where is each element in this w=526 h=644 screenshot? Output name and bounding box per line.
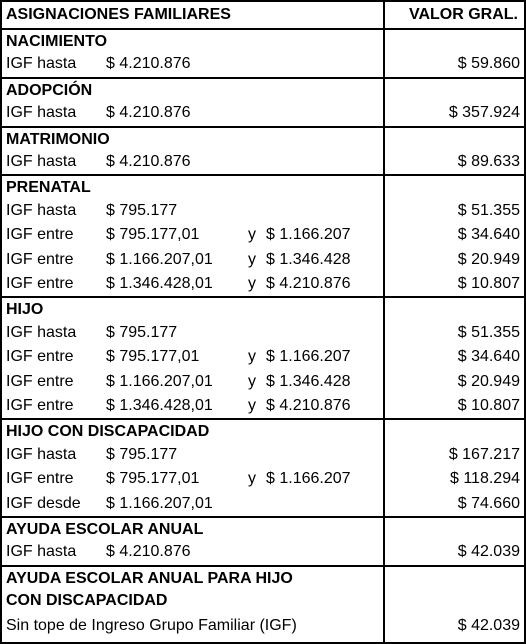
row-label: IGF desde <box>6 494 81 512</box>
table-row <box>2 467 524 491</box>
row-value: $ 42.039 <box>457 616 520 634</box>
range-conjunction: y <box>248 397 256 414</box>
range-from: $ 1.166.207,01 <box>106 250 213 268</box>
row-value: $ 357.924 <box>448 104 520 122</box>
range-from: $ 795.177 <box>106 323 178 341</box>
section-title: PRENATAL <box>6 179 91 197</box>
range-from: $ 1.346.428,01 <box>106 397 213 414</box>
table-row <box>2 199 524 223</box>
row-label: IGF entre <box>6 226 74 244</box>
range-conjunction: y <box>248 275 256 292</box>
row-label: IGF hasta <box>6 55 77 73</box>
row-label: Sin tope de Ingreso Grupo Familiar (IGF) <box>6 616 297 634</box>
section-title-row <box>2 589 524 613</box>
range-from: $ 795.177 <box>106 445 178 463</box>
row-value: $ 34.640 <box>457 226 520 244</box>
row-value: $ 42.039 <box>457 543 520 561</box>
section-title-row <box>2 418 524 444</box>
range-from: $ 795.177 <box>106 201 178 219</box>
section-title-row <box>2 77 524 103</box>
section-title: HIJO <box>6 301 44 319</box>
range-to: $ 1.166.207 <box>266 470 351 488</box>
row-value: $ 59.860 <box>457 55 520 73</box>
table-row <box>2 370 524 394</box>
section-title: ADOPCIÓN <box>6 81 93 99</box>
range-from: $ 4.210.876 <box>106 55 191 73</box>
table-row <box>2 101 524 125</box>
range-conjunction: y <box>248 470 256 488</box>
range-from: $ 4.210.876 <box>106 543 191 561</box>
row-value: $ 89.633 <box>457 153 520 170</box>
range-from: $ 795.177,01 <box>106 226 200 244</box>
range-to: $ 4.210.876 <box>266 275 351 292</box>
row-value: $ 51.355 <box>457 323 520 341</box>
row-value: $ 10.807 <box>457 275 520 292</box>
range-to: $ 4.210.876 <box>266 397 351 414</box>
section-title: NACIMIENTO <box>6 33 108 50</box>
section-title: AYUDA ESCOLAR ANUAL <box>6 521 204 538</box>
row-label: IGF entre <box>6 397 74 414</box>
range-from: $ 1.166.207,01 <box>106 494 213 512</box>
table-row <box>2 272 524 296</box>
table-row <box>2 614 524 638</box>
row-value: $ 20.949 <box>457 372 520 390</box>
table-row <box>2 52 524 76</box>
row-label: IGF hasta <box>6 153 77 170</box>
range-to: $ 1.166.207 <box>266 348 351 366</box>
table-row <box>2 540 524 564</box>
table-row <box>2 345 524 369</box>
row-label: IGF hasta <box>6 543 77 561</box>
table-title: ASIGNACIONES FAMILIARES <box>6 6 231 23</box>
range-from: $ 1.346.428,01 <box>106 275 213 292</box>
row-label: IGF entre <box>6 470 74 488</box>
row-label: IGF entre <box>6 348 74 366</box>
section-title: AYUDA ESCOLAR ANUAL PARA HIJO <box>6 569 293 587</box>
row-label: IGF entre <box>6 275 74 292</box>
row-value: $ 118.294 <box>450 470 520 488</box>
table-row <box>2 248 524 272</box>
table-row <box>2 321 524 345</box>
value-column-header: VALOR GRAL. <box>408 6 518 23</box>
section-title: MATRIMONIO <box>6 130 110 148</box>
range-to: $ 1.346.428 <box>266 250 351 268</box>
range-conjunction: y <box>248 250 256 268</box>
section-title: HIJO CON DISCAPACIDAD <box>6 423 210 441</box>
section-title-row <box>2 126 524 152</box>
row-label: IGF entre <box>6 250 74 268</box>
range-conjunction: y <box>248 226 256 244</box>
table-row <box>2 492 524 516</box>
range-conjunction: y <box>248 372 256 390</box>
range-to: $ 1.346.428 <box>266 372 351 390</box>
range-from: $ 4.210.876 <box>106 104 191 122</box>
row-label: IGF hasta <box>6 445 77 463</box>
row-value: $ 167.217 <box>448 445 520 463</box>
range-from: $ 795.177,01 <box>106 348 200 366</box>
table-header-row <box>2 2 524 26</box>
range-conjunction: y <box>248 348 256 366</box>
row-value: $ 20.949 <box>457 250 520 268</box>
range-from: $ 795.177,01 <box>106 470 200 488</box>
row-value: $ 51.355 <box>457 201 520 219</box>
section-title-row <box>2 28 524 54</box>
table-row <box>2 223 524 247</box>
range-to: $ 1.166.207 <box>266 226 351 244</box>
row-label: IGF hasta <box>6 323 77 341</box>
range-from: $ 1.166.207,01 <box>106 372 213 390</box>
section-title-row <box>2 296 524 322</box>
section-title-row <box>2 565 524 591</box>
section-title-row <box>2 516 524 542</box>
row-value: $ 74.660 <box>457 494 520 512</box>
table-row <box>2 150 524 174</box>
section-title-row <box>2 174 524 200</box>
table-row <box>2 394 524 418</box>
row-label: IGF entre <box>6 372 74 390</box>
table-row <box>2 443 524 467</box>
row-label: IGF hasta <box>6 201 77 219</box>
row-label: IGF hasta <box>6 104 77 122</box>
row-value: $ 34.640 <box>457 348 520 366</box>
section-title: CON DISCAPACIDAD <box>6 592 168 610</box>
row-value: $ 10.807 <box>457 397 520 414</box>
range-from: $ 4.210.876 <box>106 153 191 170</box>
